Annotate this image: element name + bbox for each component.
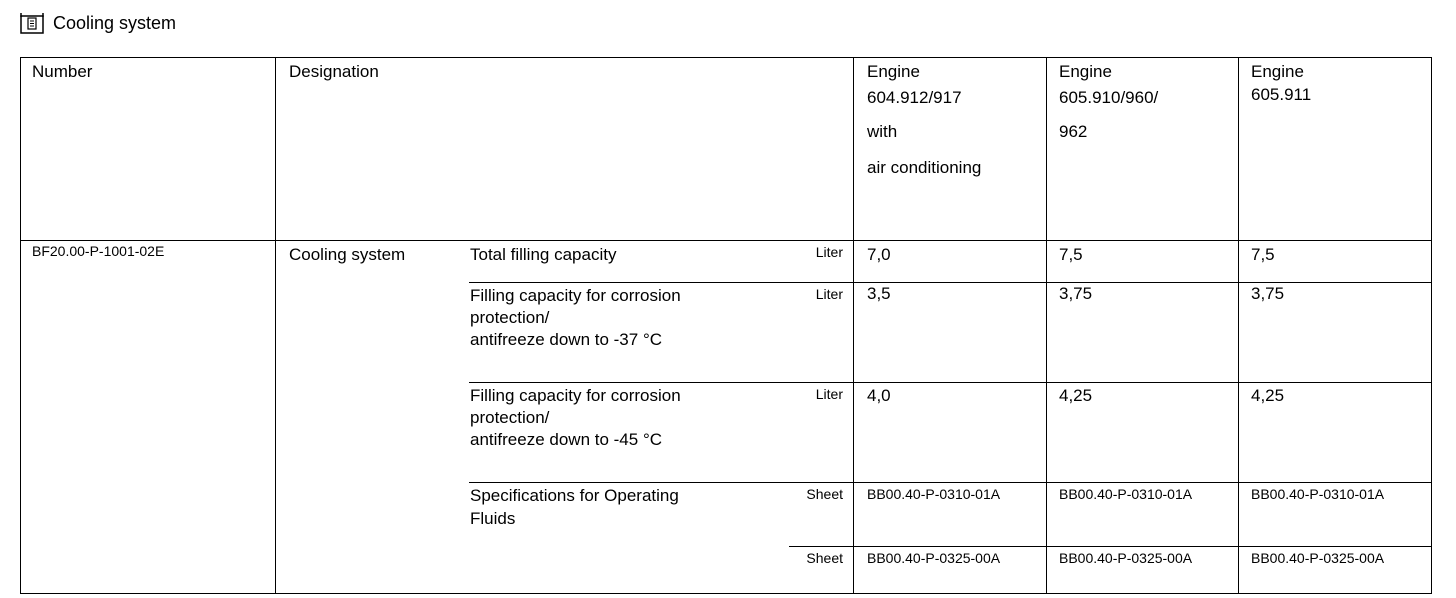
page-title: Cooling system <box>53 12 177 33</box>
value-cell: BB00.40-P-0325-00A <box>1251 550 1385 566</box>
value-cell: 4,0 <box>867 386 891 405</box>
header-engine-c-line2: 605.911 <box>1251 85 1312 104</box>
value-cell: 4,25 <box>1059 386 1093 405</box>
unit-label: Sheet <box>806 550 843 566</box>
header-engine-b-line3: 962 <box>1059 122 1088 141</box>
value-cell: BB00.40-P-0310-01A <box>867 486 1001 502</box>
row-label-line: Specifications for Operating <box>470 486 679 505</box>
value-cell: BB00.40-P-0325-00A <box>867 550 1001 566</box>
specifications-table <box>20 57 1432 594</box>
row-label-line: Filling capacity for corrosion <box>470 286 681 305</box>
column-divider <box>853 58 854 593</box>
row-label-line: protection/ <box>470 408 550 427</box>
row-divider <box>469 482 1431 483</box>
header-designation: Designation <box>289 62 379 81</box>
unit-label: Liter <box>815 286 843 302</box>
header-engine-c-line1: Engine <box>1251 62 1304 81</box>
header-engine-a-line1: Engine <box>867 62 920 81</box>
header-engine-b-line2: 605.910/960/ <box>1059 88 1159 107</box>
value-cell: 3,75 <box>1059 284 1093 303</box>
value-cell: 4,25 <box>1251 386 1285 405</box>
unit-label: Sheet <box>806 486 843 502</box>
column-divider <box>275 58 276 593</box>
row-label-line: Fluids <box>470 509 516 528</box>
page-header <box>20 10 176 36</box>
header-engine-a-line4: air conditioning <box>867 158 982 177</box>
header-divider <box>21 240 1431 241</box>
column-divider <box>1238 58 1239 593</box>
value-cell: 7,0 <box>867 245 891 264</box>
document-icon <box>20 12 44 34</box>
value-cell: 7,5 <box>1059 245 1083 264</box>
value-cell: 3,75 <box>1251 284 1285 303</box>
row-divider <box>789 546 1431 547</box>
value-cell: 7,5 <box>1251 245 1275 264</box>
row-label-line: Filling capacity for corrosion <box>470 386 681 405</box>
header-engine-a-line3: with <box>867 122 898 141</box>
document-number: BF20.00-P-1001-02E <box>32 243 165 259</box>
row-label: Total filling capacity <box>470 245 617 264</box>
row-label-line: protection/ <box>470 308 550 327</box>
row-divider <box>469 382 1431 383</box>
value-cell: BB00.40-P-0310-01A <box>1251 486 1385 502</box>
unit-label: Liter <box>815 244 843 260</box>
row-label-line: antifreeze down to -45 °C <box>470 430 663 449</box>
value-cell: BB00.40-P-0310-01A <box>1059 486 1193 502</box>
row-divider <box>469 282 1431 283</box>
value-cell: 3,5 <box>867 284 891 303</box>
group-label: Cooling system <box>289 245 406 264</box>
value-cell: BB00.40-P-0325-00A <box>1059 550 1193 566</box>
header-engine-b-line1: Engine <box>1059 62 1112 81</box>
row-label-line: antifreeze down to -37 °C <box>470 330 663 349</box>
unit-label: Liter <box>815 386 843 402</box>
header-number: Number <box>32 62 93 81</box>
column-divider <box>1046 58 1047 593</box>
header-engine-a-line2: 604.912/917 <box>867 88 962 107</box>
